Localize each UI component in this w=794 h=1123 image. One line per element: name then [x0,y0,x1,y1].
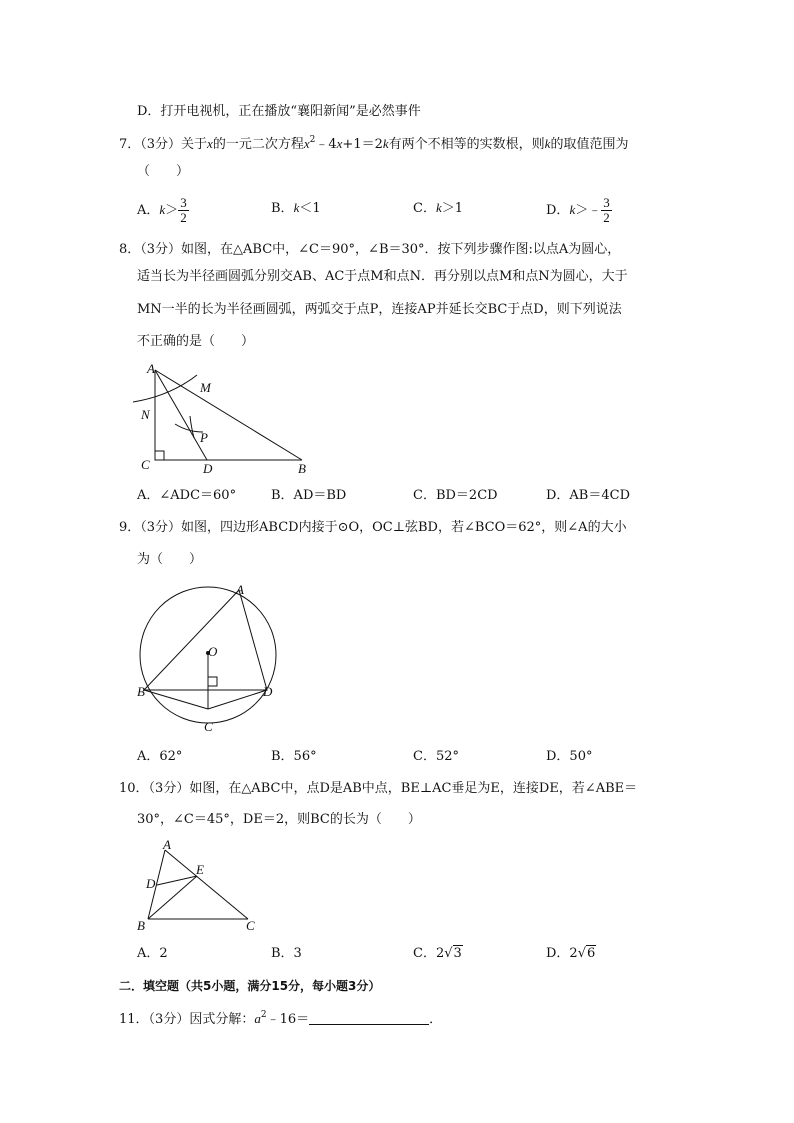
q9-option-c: C．52° [413,749,459,764]
fig10-label-d: D [146,876,156,891]
question-9-line-1: 9．（3分）如图，四边形ABCD内接于⊙O，OC⊥弦BD，若∠BCO＝62°，则∠A的大小 [119,520,627,535]
question-10-line-1: 10．（3分）如图，在△ABC中，点D是AB中点，BE⊥AC垂足为E，连接DE，若∠ABE＝ [119,781,638,796]
q8-figure [130,358,320,478]
fig8-label-m: M [200,380,211,395]
fig9-label-a: A [236,582,244,597]
q10-figure [130,834,270,934]
q7-paren: （ ） [137,164,190,179]
fraction: $\frac{3}{2}$ [603,195,610,225]
question-9-line-2: 为（ ） [137,552,203,567]
q7-option-a: A．k＞ $\frac{3}{2}$ [137,195,187,225]
q10-option-d: D．2√6 [546,946,596,961]
q10-option-a: A．2 [137,946,168,961]
q9-option-a: A．62° [137,749,183,764]
q6-option-d: D．打开电视机，正在播放“襄阳新闻”是必然事件 [137,104,421,119]
sqrt-sign: √ [444,946,453,961]
question-8-line-1: 8．（3分）如图，在△ABC中，∠C＝90°，∠B＝30°．按下列步骤作图:以点A为圆心， [119,242,621,257]
answer-blank[interactable] [309,1010,429,1025]
fig8-label-a: A [147,361,155,376]
q8-option-d: D．AB＝4CD [546,488,631,503]
fig10-label-c: C [246,918,255,933]
q10-option-b: B．3 [271,946,302,961]
q7-option-c: C．k＞1 [413,200,464,216]
q10-option-c: C．2√3 [413,946,462,961]
fig10-label-b: B [137,918,145,933]
question-10-line-2: 30°，∠C＝45°，DE＝2，则BC的长为（ ） [137,812,421,827]
q7-option-d: D．k＞﹣ $\frac{3}{2}$ [546,195,610,225]
q8-option-a: A．∠ADC＝60° [137,488,237,503]
q9-option-d: D．50° [546,749,593,764]
fig10-label-e: E [196,862,204,877]
fig9-label-o: O [208,644,218,659]
fig9-label-b: B [137,684,145,699]
question-8-line-4: 不正确的是（ ） [137,334,255,349]
q7-option-b: B．k＜1 [271,200,321,216]
q9-option-b: B．56° [271,749,317,764]
q8-option-c: C．BD＝2CD [413,488,498,503]
question-8-line-2: 适当长为半径画圆弧分别交AB、AC于点M和点N．再分别以点M和点N为圆心，大于 [137,269,628,284]
question-7: 7．（3分）关于x的一元二次方程$x^2﹣4x+1=2k$有两个不相等的实数根，则k的取值范围为 [119,135,629,152]
section-heading-fill-in: 二．填空题（共5小题，满分15分，每小题3分） [119,979,381,993]
fig9-label-c: C [204,719,213,734]
sqrt-sign: √ [577,946,586,961]
question-11: 11．（3分）因式分解：$a^2﹣16=$ ． [119,1010,443,1027]
fig8-label-p: P [200,430,208,445]
fraction: $\frac{3}{2}$ [180,195,187,225]
q8-option-b: B．AD＝BD [271,488,347,503]
fig9-label-d: D [263,684,273,699]
fig8-label-n: N [141,407,150,422]
q9-figure [130,575,290,745]
fig8-label-c: C [141,457,150,472]
fig10-label-a: A [163,837,171,852]
fig8-label-b: B [298,461,306,476]
fig8-label-d: D [203,461,213,476]
question-8-line-3: MN一半的长为半径画圆弧，两弧交于点P，连接AP并延长交BC于点D，则下列说法 [137,302,622,317]
